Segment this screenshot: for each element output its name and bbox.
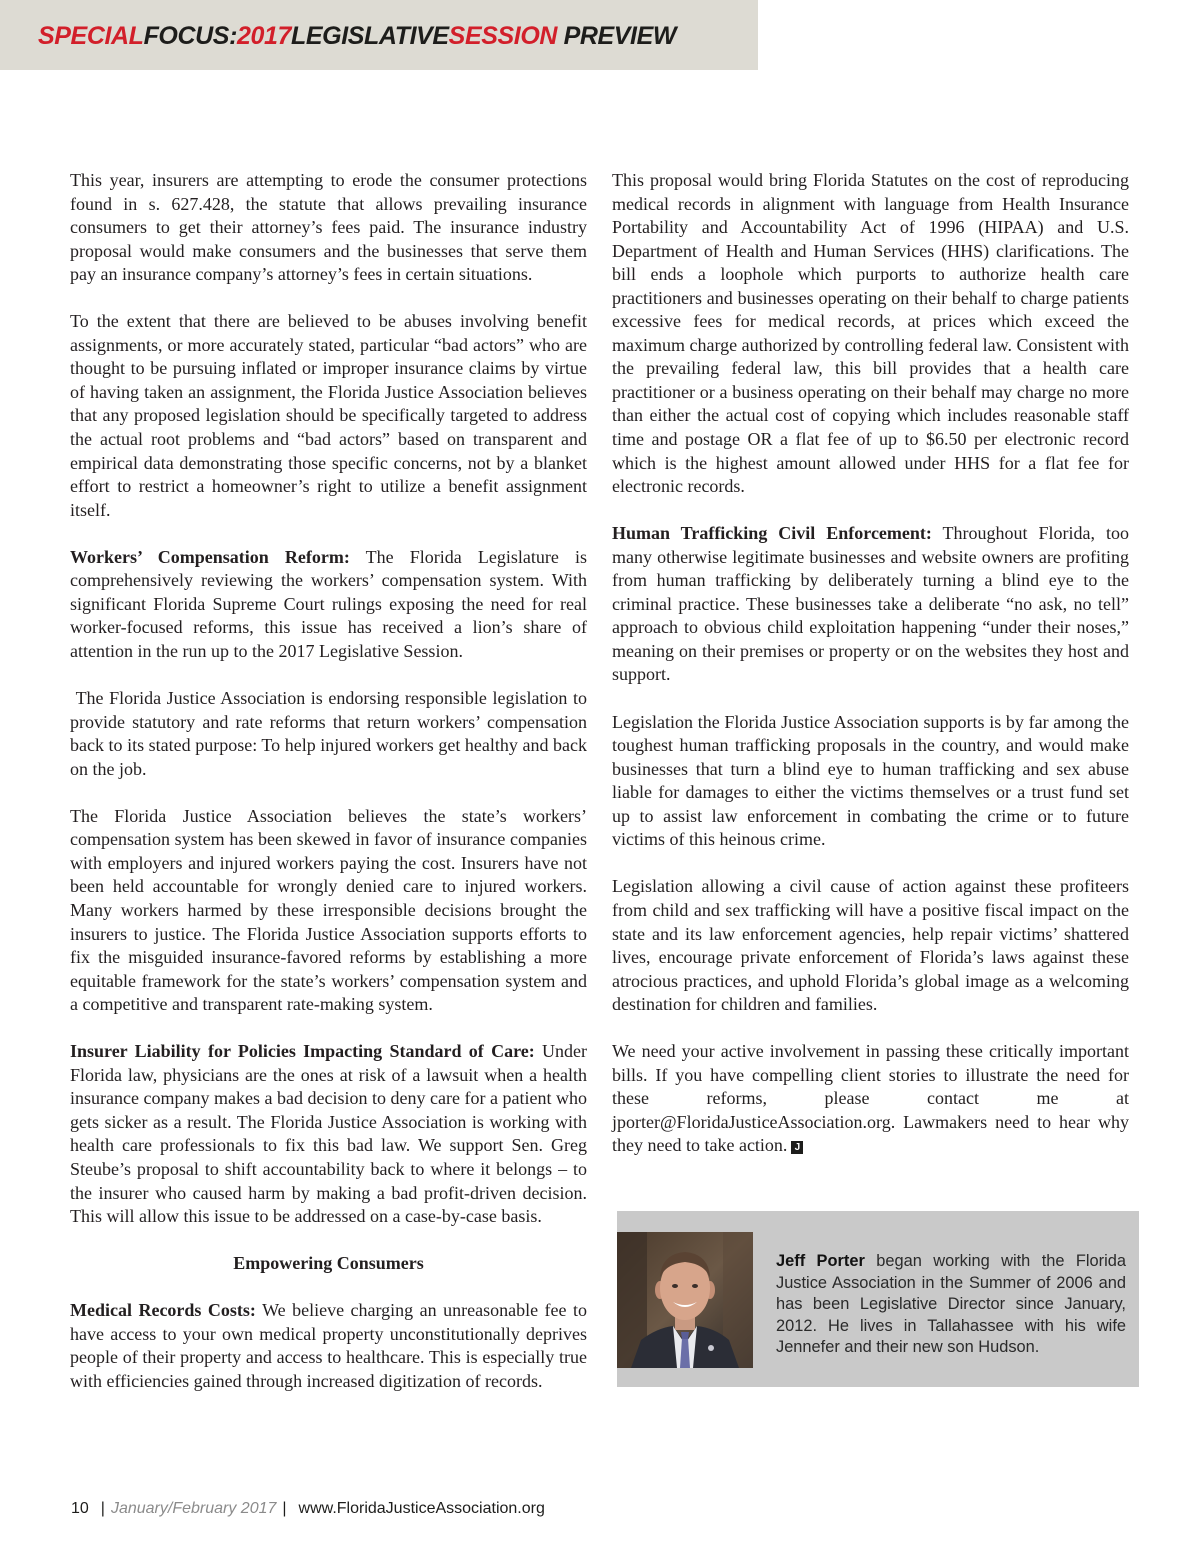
paragraph-fee-statute: This year, insurers are attempting to erode the consumer protections found in s. 627.428, the statute that allows prevailing insurance consumers to get their attorney’s fees paid. The insurance industry proposal would make consumers and the businesses that serve them pay an insurance company’s attorney’s fees in certain situations. xyxy=(70,170,587,285)
paragraph-human-trafficking xyxy=(612,522,1129,687)
issue-date: January/February 2017 xyxy=(110,1500,277,1517)
heading-empowering-consumers: Empowering Consumers xyxy=(233,1253,424,1274)
paragraph-medical-records xyxy=(70,1299,587,1393)
heading-human-trafficking: Human Trafficking Civil Enforcement: xyxy=(612,523,932,544)
author-bio-body: began working with the Florida Justice Association in the Summer of 2006 and has been Legislative Director since January, 2012. He lives in Tallahassee with his wife Jennefer and their new son Hudson. xyxy=(776,1252,1126,1357)
footer-separator-2: | xyxy=(282,1500,287,1517)
paragraph-workers-comp xyxy=(70,546,587,664)
heading-workers-comp: Workers’ Compensation Reform: xyxy=(70,546,350,567)
paragraph-fja-believes: The Florida Justice Association believes the state’s workers’ compensation system has been skewed in favor of insurance companies with employers and injured workers paying the cost. Insurers have not been held accountable for wrongly denied care to injured workers. Many workers harmed by these irresponsible decisions brought the insurers to justice. The Florida Justice Association supports efforts to fix the misguided insurance-favored reforms by establishing a more equitable framework for the state’s workers’ compensation system and a competitive and transparent rate-making system. xyxy=(70,805,587,1015)
right-column xyxy=(612,169,1129,1158)
title-focus: FOCUS: xyxy=(143,22,237,50)
heading-insurer-liability: Insurer Liability for Policies Impacting Standard of Care: xyxy=(70,1041,535,1062)
title-preview: PREVIEW xyxy=(557,22,677,50)
paragraph-call-to-action xyxy=(612,1040,1129,1158)
left-column xyxy=(70,169,592,1393)
author-photo xyxy=(617,1232,753,1368)
heading-medical-records: Medical Records Costs: xyxy=(70,1300,256,1321)
paragraph-legislation-supports: Legislation the Florida Justice Association supports is by far among the toughest human trafficking proposals in the country, and would make businesses that turn a blind eye to human trafficking and sex abuse liable for damages to either the victims themselves or a trust fund set up to assist law enforcement in combating the crime or to future victims of this heinous crime. xyxy=(612,711,1129,850)
title-session: SESSION xyxy=(448,22,558,50)
page-footer xyxy=(71,1500,545,1518)
paragraph-hipaa-proposal: This proposal would bring Florida Statutes on the cost of reproducing medical records in alignment with language from Health Insurance Portability and Accountability Act of 1996 (HIPAA) and U.S. Department of Health and Human Services (HHS) clarifications. The bill ends a loophole which purports to authorize health care practitioners and businesses operating on their behalf to charge patients excessive fees for medical records, at prices which exceed the maximum charge authorized by controlling federal law. Consistent with the prevailing federal law, this bill provides that a health care practitioner or a business operating on their behalf may charge no more than either the actual cost of copying which includes reasonable staff time and postage OR a flat fee of up to $6.50 per electronic record which is the highest amount allowed under HHS for a flat fee for electronic records. xyxy=(612,170,1129,497)
section-banner xyxy=(0,0,758,70)
title-year: 2017 xyxy=(237,22,292,50)
insurer-liability-body: Under Florida law, physicians are the ones at risk of a lawsuit when a health insurance company makes a bad decision to deny care for a patient who gets sicker as a result. The Florida Justice Association is working with health care professionals to fix this bad law. We support Sen. Greg Steube’s proposal to shift accountability back to where it belongs – to the insurer who caused harm by making a bad profit-driven decision. This will allow this issue to be addressed on a case-by-case basis. xyxy=(70,1041,587,1227)
paragraph-civil-cause: Legislation allowing a civil cause of action against these profiteers from child and sex trafficking will have a positive fiscal impact on the state and its law enforcement agencies, help repair victims’ shattered lives, encourage private enforcement of Florida’s laws against these atrocious practices, and uphold Florida’s global image as a welcoming destination for children and families. xyxy=(612,876,1129,1015)
paragraph-insurer-liability xyxy=(70,1040,587,1228)
section-title xyxy=(38,22,676,51)
call-to-action-text: We need your active involvement in passing these critically important bills. If you have compelling client stories to illustrate the need for these reforms, please contact me at jporter@FloridaJusticeAssociation.org. Lawmakers need to hear why they need to take action. xyxy=(612,1041,1129,1156)
end-mark-icon: J xyxy=(791,1141,803,1154)
author-portrait-illustration xyxy=(617,1232,753,1368)
workers-comp-body: The Florida Legislature is comprehensively reviewing the workers’ compensation system. With significant Florida Supreme Court rulings exposing the need for real worker-focused reforms, this issue has received a lion’s share of attention in the run up to the 2017 Legislative Session. xyxy=(70,546,587,661)
website-link[interactable]: www.FloridaJusticeAssociation.org xyxy=(298,1500,545,1517)
paragraph-benefit-assignments: To the extent that there are believed to be abuses involving benefit assignments, or more accurately stated, particular “bad actors” who are thought to be pursuing inflated or improper insurance claims by virtue of having taken an assignment, the Florida Justice Association believes that any proposed legislation should be specifically targeted to address the actual root problems and “bad actors” based on transparent and empirical data demonstrating those specific concerns, not by a blanket effort to restrict a homeowner’s right to utilize a benefit assignment itself. xyxy=(70,311,587,520)
title-legislative: LEGISLATIVE xyxy=(291,22,449,50)
footer-separator-1: | xyxy=(100,1500,105,1517)
human-trafficking-body: Throughout Florida, too many otherwise legitimate businesses and website owners are profiting from human trafficking by deliberately turning a blind eye to the criminal practice. These businesses take a deliberate “no ask, no tell” approach to obvious child exploitation happening “under their noses,” meaning on their premises or property or on the websites they host and support. xyxy=(612,523,1129,685)
title-special: SPECIAL xyxy=(38,22,144,50)
paragraph-fja-endorsing: The Florida Justice Association is endorsing responsible legislation to provide statutory and rate reforms that return workers’ compensation back to its stated purpose: To help injured workers get healthy and back on the job. xyxy=(70,688,592,779)
author-bio-text xyxy=(776,1251,1126,1359)
medical-records-body: We believe charging an unreasonable fee to have access to your own medical property unconstitutionally deprives people of their property and access to healthcare. This is especially true with efficiencies gained through increased digitization of records. xyxy=(70,1300,588,1391)
author-name: Jeff Porter xyxy=(776,1252,865,1270)
page-number: 10 xyxy=(71,1500,89,1517)
